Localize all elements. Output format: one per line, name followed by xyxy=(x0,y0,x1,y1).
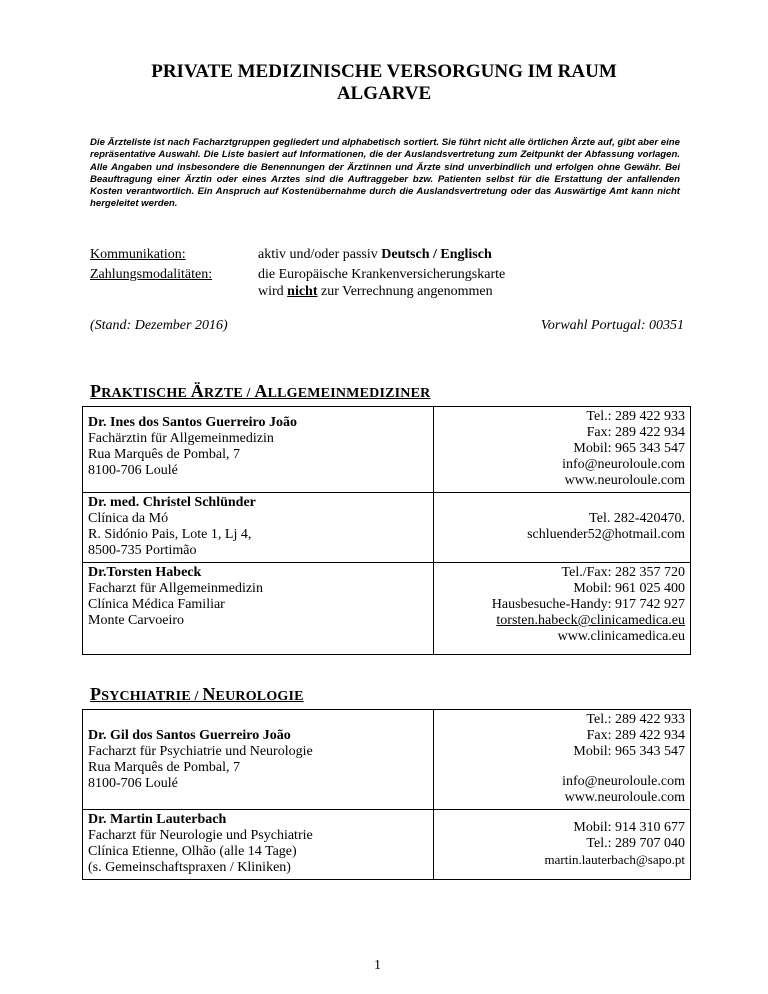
zahlung-line-1: die Europäische Krankenversicherungskarte xyxy=(258,267,506,282)
section-heading-allgemeinmediziner xyxy=(90,381,430,402)
contact-cell xyxy=(434,810,691,880)
zahlung-line-2-post: zur Verrechnung angenommen xyxy=(317,284,493,299)
doctor-line: Fachärztin für Allgemeinmedizin xyxy=(88,431,274,446)
doctor-line: Facharzt für Neurologie und Psychiatrie xyxy=(88,828,313,843)
doctor-name: Dr. Gil dos Santos Guerreiro João xyxy=(88,728,291,743)
vorwahl-portugal: Vorwahl Portugal: 00351 xyxy=(540,318,684,333)
contact-cell xyxy=(434,563,691,655)
doctor-name: Dr.Torsten Habeck xyxy=(88,565,202,580)
contact-mobil: Mobil: 914 310 677 xyxy=(573,820,685,835)
contact-hausbesuche: Hausbesuche-Handy: 917 742 927 xyxy=(491,597,685,612)
sc-initial: P xyxy=(90,684,102,704)
doctor-line: Clínica Etienne, Olhão (alle 14 Tage) xyxy=(88,844,297,859)
contact-tel-fax: Tel./Fax: 282 357 720 xyxy=(561,565,685,580)
contact-fax: Fax: 289 422 934 xyxy=(586,728,685,743)
table-row xyxy=(83,407,691,493)
doctor-line: 8100-706 Loulé xyxy=(88,776,178,791)
sc-initial: A xyxy=(254,381,268,401)
doctor-info-cell xyxy=(83,810,434,880)
sc-initial: Ä xyxy=(190,381,204,401)
sc-rest: EUROLOGIE xyxy=(215,689,304,704)
zahlung-label: Zahlungsmodalitäten: xyxy=(90,267,213,282)
sc-initial: P xyxy=(90,381,102,401)
doctor-info-cell xyxy=(83,493,434,563)
sc-initial: N xyxy=(202,684,216,704)
section-heading-psychiatrie xyxy=(90,684,304,705)
contact-cell xyxy=(434,710,691,810)
doctor-line: Monte Carvoeiro xyxy=(88,613,185,628)
doctor-name: Dr. Martin Lauterbach xyxy=(88,812,227,827)
zahlung-line-2 xyxy=(258,284,493,299)
doctor-line: 8500-735 Portimão xyxy=(88,543,197,558)
doctor-line: (s. Gemeinschaftspraxen / Kliniken) xyxy=(88,860,291,875)
doctor-info-cell xyxy=(83,710,434,810)
table-row xyxy=(83,810,691,880)
doctor-line: Rua Marquês de Pombal, 7 xyxy=(88,447,241,462)
contact-tel: Tel.: 289 422 933 xyxy=(586,712,685,727)
kommunikation-prefix: aktiv und/oder passiv xyxy=(258,247,382,262)
contact-website[interactable]: www.neuroloule.com xyxy=(564,790,685,805)
sc-rest: RZTE / xyxy=(203,386,255,401)
doctor-name: Dr. med. Christel Schlünder xyxy=(88,495,256,510)
page-number: 1 xyxy=(374,958,381,973)
doctor-name: Dr. Ines dos Santos Guerreiro João xyxy=(88,415,297,430)
contact-email[interactable]: info@neuroloule.com xyxy=(562,774,685,789)
contact-email[interactable]: martin.lauterbach@sapo.pt xyxy=(544,852,685,867)
contact-email[interactable]: info@neuroloule.com xyxy=(562,457,685,472)
title-line-1: PRIVATE MEDIZINISCHE VERSORGUNG IM RAUM xyxy=(151,61,617,82)
doctor-line: Rua Marquês de Pombal, 7 xyxy=(88,760,241,775)
contact-mobil: Mobil: 961 025 400 xyxy=(573,581,685,596)
stand-date: (Stand: Dezember 2016) xyxy=(90,318,228,333)
contact-cell xyxy=(434,493,691,563)
doctor-line: Clínica Médica Familiar xyxy=(88,597,225,612)
zahlung-value xyxy=(258,266,505,300)
title-line-2: ALGARVE xyxy=(336,83,432,104)
doctor-table-psychiatrie xyxy=(82,709,691,880)
document-title xyxy=(100,61,668,105)
doctor-line: Clínica da Mó xyxy=(88,511,169,526)
kommunikation-label: Kommunikation: xyxy=(90,247,186,262)
contact-website[interactable]: www.clinicamedica.eu xyxy=(557,629,685,644)
kommunikation-value xyxy=(258,246,492,263)
contact-email[interactable]: schluender52@hotmail.com xyxy=(527,527,685,542)
doctor-line: 8100-706 Loulé xyxy=(88,463,178,478)
doctor-line: R. Sidónio Pais, Lote 1, Lj 4, xyxy=(88,527,252,542)
contact-cell xyxy=(434,407,691,493)
doctor-line: Facharzt für Psychiatrie und Neurologie xyxy=(88,744,313,759)
sc-rest: SYCHIATRIE / xyxy=(101,689,203,704)
zahlung-line-2-pre: wird xyxy=(258,284,288,299)
kommunikation-languages: Deutsch / Englisch xyxy=(381,247,492,262)
sc-rest: RAKTISCHE xyxy=(101,386,191,401)
doctor-table-allgemeinmediziner xyxy=(82,406,691,655)
table-row xyxy=(83,493,691,563)
contact-website[interactable]: www.neuroloule.com xyxy=(564,473,685,488)
disclaimer-text: Die Ärzteliste ist nach Facharztgruppen gegliedert und alphabetisch sortiert. Sie führt nicht alle örtlichen Ärzte auf, gibt aber eine repräsentative Auswahl. Die Liste basiert auf Informationen, die der Auslandsvertretung zum Zeitpunkt der Abfassung vorlagen. Alle Angaben und insbesondere die Benennungen der Ärztinnen und Ärzte sind unverbindlich und erfolgen ohne Gewähr. Bei Beauftragung einer Ärztin oder eines Arztes sind die Auftraggeber bzw. Patienten selbst für die Erstattung der anfallenden Kosten verantwortlich. Ein Anspruch auf Kostenübernahme durch die Auslandsvertretung oder das Auswärtige Amt kann nicht hergeleitet werden. xyxy=(90,137,680,210)
contact-mobil: Mobil: 965 343 547 xyxy=(573,744,685,759)
sc-rest: LLGEMEINMEDIZINER xyxy=(267,386,431,401)
table-row xyxy=(83,563,691,655)
doctor-info-cell xyxy=(83,407,434,493)
table-row xyxy=(83,710,691,810)
contact-tel: Tel. 282-420470. xyxy=(589,511,685,526)
contact-tel: Tel.: 289 707 040 xyxy=(586,836,685,851)
doctor-line: Facharzt für Allgemeinmedizin xyxy=(88,581,263,596)
contact-tel: Tel.: 289 422 933 xyxy=(586,409,685,424)
doctor-info-cell xyxy=(83,563,434,655)
zahlung-nicht: nicht xyxy=(287,284,318,299)
contact-email-link[interactable]: torsten.habeck@clinicamedica.eu xyxy=(496,613,685,628)
contact-fax: Fax: 289 422 934 xyxy=(586,425,685,440)
contact-mobil: Mobil: 965 343 547 xyxy=(573,441,685,456)
